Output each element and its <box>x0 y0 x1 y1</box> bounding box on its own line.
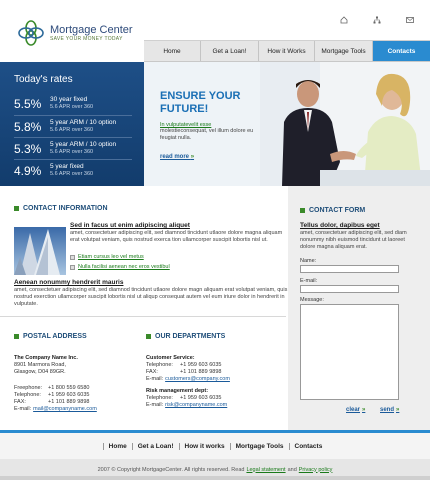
brand-tagline: SAVE YOUR MONEY TODAY <box>50 36 123 42</box>
risk-tel-label: Telephone: <box>146 395 173 401</box>
legal-statement-link[interactable]: Legal statement <box>246 466 286 473</box>
hero-banner <box>144 62 430 186</box>
bullet-icon <box>300 208 305 213</box>
home-icon[interactable] <box>340 16 348 24</box>
address-line-2: Glasgow, D04 89GR. <box>14 369 66 375</box>
sitemap-icon[interactable] <box>373 16 381 24</box>
etiam-link[interactable] <box>70 254 144 260</box>
email-label: E-mail: <box>14 406 32 412</box>
aenean-heading: Aenean nonummy hendrerit mauris <box>14 279 124 286</box>
send-button-label: send <box>380 407 395 413</box>
freephone-value: +1 800 559 6580 <box>48 385 90 391</box>
arrow-icon <box>70 265 75 270</box>
rate-name: 5 year ARM / 10 option <box>50 119 117 126</box>
rate-apr: 5.6 APR over 360 <box>50 127 94 133</box>
postal-heading <box>14 333 87 340</box>
rate-apr: 5.6 APR over 360 <box>50 171 94 177</box>
nav-item-mortgage-tools[interactable]: Mortgage Tools <box>315 41 373 61</box>
footer-nav-contacts[interactable]: Contacts <box>289 443 328 450</box>
etiam-link-label: Etiam cursus leo vel metus <box>78 254 144 260</box>
postal-heading-text: POSTAL ADDRESS <box>23 333 87 340</box>
contact-info-heading-text: CONTACT INFORMATION <box>23 205 108 212</box>
footer-nav-get-a-loan[interactable]: Get a Loan! <box>132 443 179 450</box>
email-link[interactable]: mail@companyname.com <box>33 406 97 412</box>
rate-percent: 5.8% <box>14 120 42 134</box>
risk-title: Risk management dept: <box>146 388 209 394</box>
nav-item-get-a-loan[interactable]: Get a Loan! <box>201 41 259 61</box>
freephone-label: Freephone: <box>14 385 43 391</box>
nav-item-contacts[interactable]: Contacts <box>373 41 430 61</box>
business-handshake-photo <box>260 62 430 186</box>
top-icons <box>340 16 414 24</box>
nav-item-how-it-works[interactable]: How it Works <box>259 41 315 61</box>
mail-icon[interactable] <box>406 16 414 24</box>
rate-name: 5 year fixed <box>50 163 84 170</box>
rate-apr: 5.6 APR over 360 <box>50 149 94 155</box>
bullet-icon <box>14 206 19 211</box>
footer-nav-home[interactable]: Home <box>103 443 132 450</box>
clear-button-label: clear <box>346 407 361 413</box>
rates-title: Today's rates <box>14 74 73 85</box>
contact-form-heading-text: CONTACT FORM <box>309 207 366 214</box>
departments-block <box>146 355 286 409</box>
telephone-value: +1 959 603 6035 <box>48 392 90 398</box>
fax-label: FAX: <box>14 399 26 405</box>
brand-title: Mortgage Center <box>50 24 133 36</box>
email-field-label: E-mail: <box>300 278 318 284</box>
logo-icon[interactable] <box>18 20 44 46</box>
rate-percent: 4.9% <box>14 164 42 178</box>
fax-value: +1 101 889 9898 <box>48 399 90 405</box>
email-field[interactable] <box>300 285 399 293</box>
logo-text[interactable] <box>50 24 133 42</box>
rate-row <box>14 115 132 137</box>
aenean-body: amet, consectetuer adipiscing elit, sed diamnod tincidunt utlaore dolore magn aliquam erat volutpat veniam, quis nostrud exerction ullamcorper suscipit lobortis nisl ut aliqup consequat autem vel eum iriure dolor in hendrerit in vulputate. <box>14 287 288 307</box>
rate-name: 30 year fixed <box>50 96 88 103</box>
send-button[interactable] <box>380 407 399 413</box>
contact-form-subheading: Tellus dolor, dapibus eget <box>300 222 380 229</box>
copyright-text: 2007 © Copyright MortgageCenter. All rights reserved. Read <box>97 466 245 473</box>
hero-link[interactable]: In vulputatevelit esse <box>160 122 212 128</box>
contact-form-heading <box>300 207 365 214</box>
service-fax-value: +1 101 889 9898 <box>180 369 222 375</box>
bullet-icon <box>146 334 151 339</box>
risk-email-label: E-mail: <box>146 402 164 408</box>
service-tel-label: Telephone: <box>146 362 173 368</box>
risk-tel-value: +1 959 603 6035 <box>180 395 222 401</box>
rate-percent: 5.3% <box>14 142 42 156</box>
read-more-label: read more <box>160 154 190 160</box>
arrow-icon <box>70 255 75 260</box>
telephone-label: Telephone: <box>14 392 41 398</box>
rate-apr: 5.6 APR over 360 <box>50 104 94 110</box>
chevron-right-icon: » <box>362 407 366 413</box>
hero-title-line1: ENSURE YOUR <box>160 90 241 102</box>
service-email-label: E-mail: <box>146 376 164 382</box>
read-more-link[interactable] <box>160 154 194 160</box>
chevron-right-icon: » <box>190 154 195 160</box>
rate-row <box>14 159 132 181</box>
message-field[interactable] <box>300 304 399 400</box>
risk-email-link[interactable]: risk@companyname.com <box>165 402 228 408</box>
footer-nav <box>0 433 430 459</box>
clear-button[interactable] <box>346 407 365 413</box>
service-email-link[interactable]: customers@company.com <box>165 376 230 382</box>
bottom-band <box>0 476 430 480</box>
footer-nav-mortgage-tools[interactable]: Mortgage Tools <box>230 443 289 450</box>
footer-nav-how-it-works[interactable]: How it works <box>179 443 230 450</box>
chevron-right-icon: » <box>396 407 400 413</box>
nav-item-home[interactable]: Home <box>144 41 201 61</box>
privacy-policy-link[interactable]: Privacy policy <box>298 466 333 473</box>
contact-info-subheading: Sed in facus ut enim adipiscing aliquet <box>70 222 190 229</box>
rate-row <box>14 93 132 115</box>
main-nav <box>144 40 430 62</box>
rate-name: 5 year ARM / 10 option <box>50 141 117 148</box>
message-label: Message: <box>300 297 324 303</box>
nulla-link-label: Nulla facilisi aenean nec eros vestibul <box>78 264 170 270</box>
hero-body: molestieconsequat, vel illum dolore eu feugiat nulla. <box>160 128 254 141</box>
company-name: The Company Name Inc. <box>14 355 78 361</box>
bullet-icon <box>14 334 19 339</box>
service-title: Customer Service: <box>146 355 195 361</box>
service-tel-value: +1 959 603 6035 <box>180 362 222 368</box>
rate-percent: 5.5% <box>14 97 42 111</box>
rates-panel <box>0 62 144 186</box>
nulla-link[interactable] <box>70 264 170 270</box>
contact-form-body: amet, consectetuer adipiscing elit, sed diam nonummy nibh euismod tincidunt ut laoreet dolore magna aliquam erat. <box>300 230 407 250</box>
postal-address-block <box>14 355 134 413</box>
rate-row <box>14 137 132 159</box>
address-line-1: 8901 Marmora Road, <box>14 362 66 368</box>
divider <box>0 316 286 317</box>
and-text: and <box>287 466 297 473</box>
name-field[interactable] <box>300 265 399 273</box>
departments-heading <box>146 333 225 340</box>
hero-text <box>160 90 260 142</box>
contact-info-body: amet, consectetuer adipiscing elit, sed diamnod tincidunt utlaore dolore magna aliquam erat volutpat veniam, quis nostrud exerca tion ullamcorper suscipit lobortis nisl ut. <box>70 230 283 243</box>
hero-title-line2: FUTURE! <box>160 103 209 115</box>
name-label: Name: <box>300 258 317 264</box>
contact-info-heading <box>14 205 108 212</box>
building-photo <box>14 227 66 275</box>
service-fax-label: FAX: <box>146 369 158 375</box>
departments-heading-text: OUR DEPARTMENTS <box>155 333 226 340</box>
